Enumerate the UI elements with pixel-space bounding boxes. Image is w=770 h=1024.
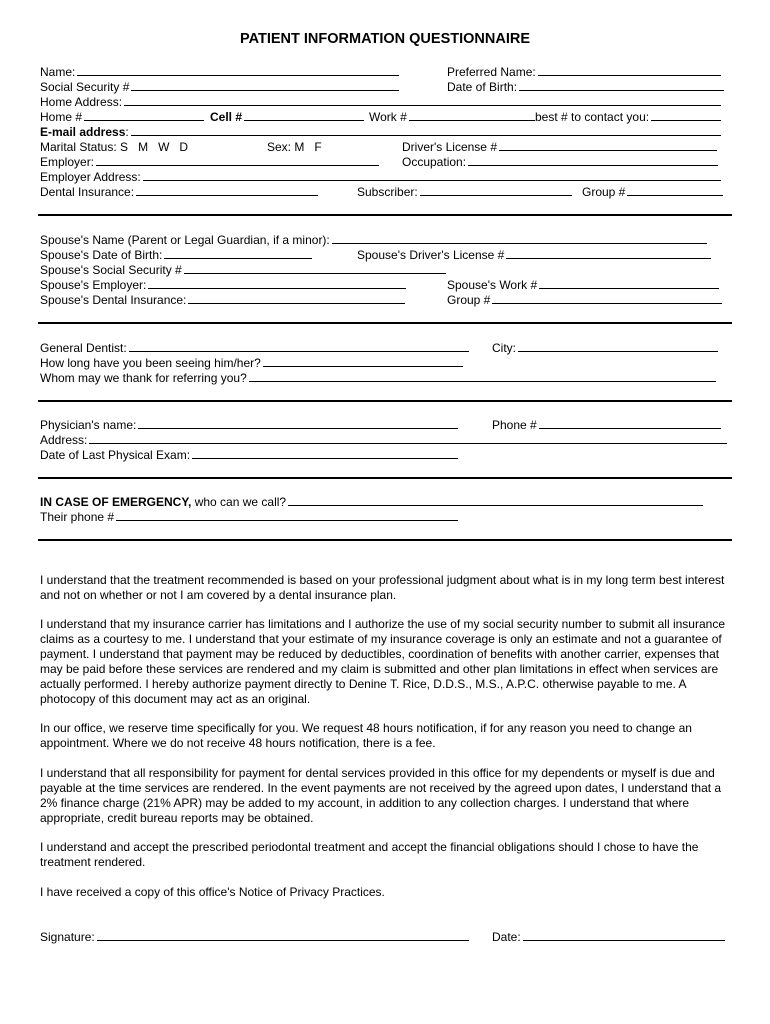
spouse-name-field[interactable]: Spouse's Name (Parent or Legal Guardian, if a minor): <box>40 233 707 248</box>
physician-phone-field[interactable]: Phone # <box>492 418 721 433</box>
emergency-contact-field[interactable]: IN CASE OF EMERGENCY, who can we call? <box>40 495 703 510</box>
insurance-row <box>40 185 732 200</box>
signature-field[interactable]: Signature: <box>40 930 469 945</box>
home-phone-field[interactable]: Home # <box>40 110 204 125</box>
last-exam-row <box>40 448 732 463</box>
terms-paragraph: I understand that my insurance carrier has limitations and I authorize the use of my social security number to submit all insurance claims as a courtesy to me. I understand that your estimate of my insurance coverage is only an estimate and not a guarantee of payment. I understand that payment may be reduced by deductibles, coordination of benefits with another carrier, expenses that may be paid before these services are rendered and my claim is submitted and other plan limitations in effect when services are actually performed. I hereby authorize payment directly to Denine T. Rice, D.D.S., M.S., A.P.C. otherwise payable to me. A photocopy of this document may act as an original. <box>40 617 725 706</box>
terms-paragraph: I understand and accept the prescribed periodontal treatment and accept the financial obligations should I chose to have the treatment rendered. <box>40 840 699 869</box>
physician-address-field[interactable]: Address: <box>40 433 727 448</box>
spouse-name-row <box>40 233 732 248</box>
marital-option-d[interactable]: D <box>179 140 189 154</box>
spouse-social-security-field[interactable]: Spouse's Social Security # <box>40 263 446 278</box>
occupation-field[interactable]: Occupation: <box>402 155 718 170</box>
terms-paragraph: I understand that the treatment recommended is based on your professional judgment about what is in my long term best interest and not on whether or not I am covered by a dental insurance plan. <box>40 573 725 602</box>
work-phone-field[interactable]: Work # <box>369 110 535 125</box>
emergency-row <box>40 495 732 510</box>
email-field[interactable]: E-mail address: <box>40 125 721 140</box>
spouse-ssn-row <box>40 263 732 278</box>
how-long-field[interactable]: How long have you been seeing him/her? <box>40 356 463 371</box>
ssn-row <box>40 80 732 95</box>
city-field[interactable]: City: <box>492 341 718 356</box>
marital-option-s[interactable]: S <box>120 140 129 154</box>
referral-field[interactable]: Whom may we thank for referring you? <box>40 371 716 386</box>
employer-row <box>40 155 732 170</box>
physician-name-field[interactable]: Physician's name: <box>40 418 458 433</box>
group-field[interactable]: Group # <box>582 185 723 200</box>
general-dentist-field[interactable]: General Dentist: <box>40 341 469 356</box>
physician-address-row <box>40 433 732 448</box>
marital-option-w[interactable]: W <box>158 140 170 154</box>
best-contact-field[interactable]: best # to contact you: <box>535 110 721 125</box>
section-divider <box>38 400 732 402</box>
terms-paragraph: I understand that all responsibility for payment for dental services provided in this office for my dependents or myself is due and payable at the time services are rendered. In the event payments are not received by the agreed upon dates, I understand that a 2% finance charge (21% APR) may be added to my account, in addition to any collection charges. I understand that where appropriate, credit bureau reports may be obtained. <box>40 766 722 825</box>
terms-paragraph: In our office, we reserve time specifically for you. We request 48 hours notification, if for any reason you need to change an appointment. Where we do not receive 48 hours notification, there is a fee. <box>40 721 692 750</box>
emergency-phone-row <box>40 510 732 525</box>
signature-date-field[interactable]: Date: <box>492 930 725 945</box>
home-address-field[interactable]: Home Address: <box>40 95 721 110</box>
sex-option-m[interactable]: M <box>294 140 305 154</box>
section-divider <box>38 539 732 541</box>
spouse-dob-field[interactable]: Spouse's Date of Birth: <box>40 248 312 263</box>
name-field[interactable]: Name: <box>40 65 399 80</box>
spouse-group-field[interactable]: Group # <box>447 293 722 308</box>
spouse-employer-field[interactable]: Spouse's Employer: <box>40 278 406 293</box>
email-row <box>40 125 732 140</box>
marital-status-field[interactable]: Marital Status: S M W D <box>40 140 189 154</box>
sex-field[interactable]: Sex: M F <box>267 140 322 154</box>
home-address-row <box>40 95 732 110</box>
drivers-license-field[interactable]: Driver's License # <box>402 140 717 155</box>
referral-row <box>40 371 732 386</box>
section-divider <box>38 214 732 216</box>
phones-row <box>40 110 732 125</box>
spouse-dental-insurance-field[interactable]: Spouse's Dental Insurance: <box>40 293 405 308</box>
spouse-insurance-row <box>40 293 732 308</box>
section-divider <box>38 322 732 324</box>
employer-address-row <box>40 170 732 185</box>
page-title: PATIENT INFORMATION QUESTIONNAIRE <box>240 31 530 47</box>
name-row <box>40 65 732 80</box>
employer-address-field[interactable]: Employer Address: <box>40 170 721 185</box>
date-of-birth-field[interactable]: Date of Birth: <box>447 80 724 95</box>
spouse-drivers-license-field[interactable]: Spouse's Driver's License # <box>357 248 711 263</box>
general-dentist-row <box>40 341 732 356</box>
cell-phone-field[interactable]: Cell # <box>210 110 364 125</box>
social-security-field[interactable]: Social Security # <box>40 80 399 95</box>
terms-paragraph: I have received a copy of this office's Notice of Privacy Practices. <box>40 885 385 899</box>
marital-option-m[interactable]: M <box>138 140 149 154</box>
how-long-row <box>40 356 732 371</box>
spouse-dob-row <box>40 248 732 263</box>
sex-option-f[interactable]: F <box>314 140 322 154</box>
section-divider <box>38 477 732 479</box>
physician-name-row <box>40 418 732 433</box>
spouse-employer-row <box>40 278 732 293</box>
dental-insurance-field[interactable]: Dental Insurance: <box>40 185 318 200</box>
preferred-name-field[interactable]: Preferred Name: <box>447 65 721 80</box>
signature-row <box>40 930 732 945</box>
marital-row <box>40 140 732 155</box>
spouse-work-field[interactable]: Spouse's Work # <box>447 278 719 293</box>
subscriber-field[interactable]: Subscriber: <box>357 185 572 200</box>
employer-field[interactable]: Employer: <box>40 155 379 170</box>
emergency-phone-field[interactable]: Their phone # <box>40 510 458 525</box>
last-exam-field[interactable]: Date of Last Physical Exam: <box>40 448 458 463</box>
